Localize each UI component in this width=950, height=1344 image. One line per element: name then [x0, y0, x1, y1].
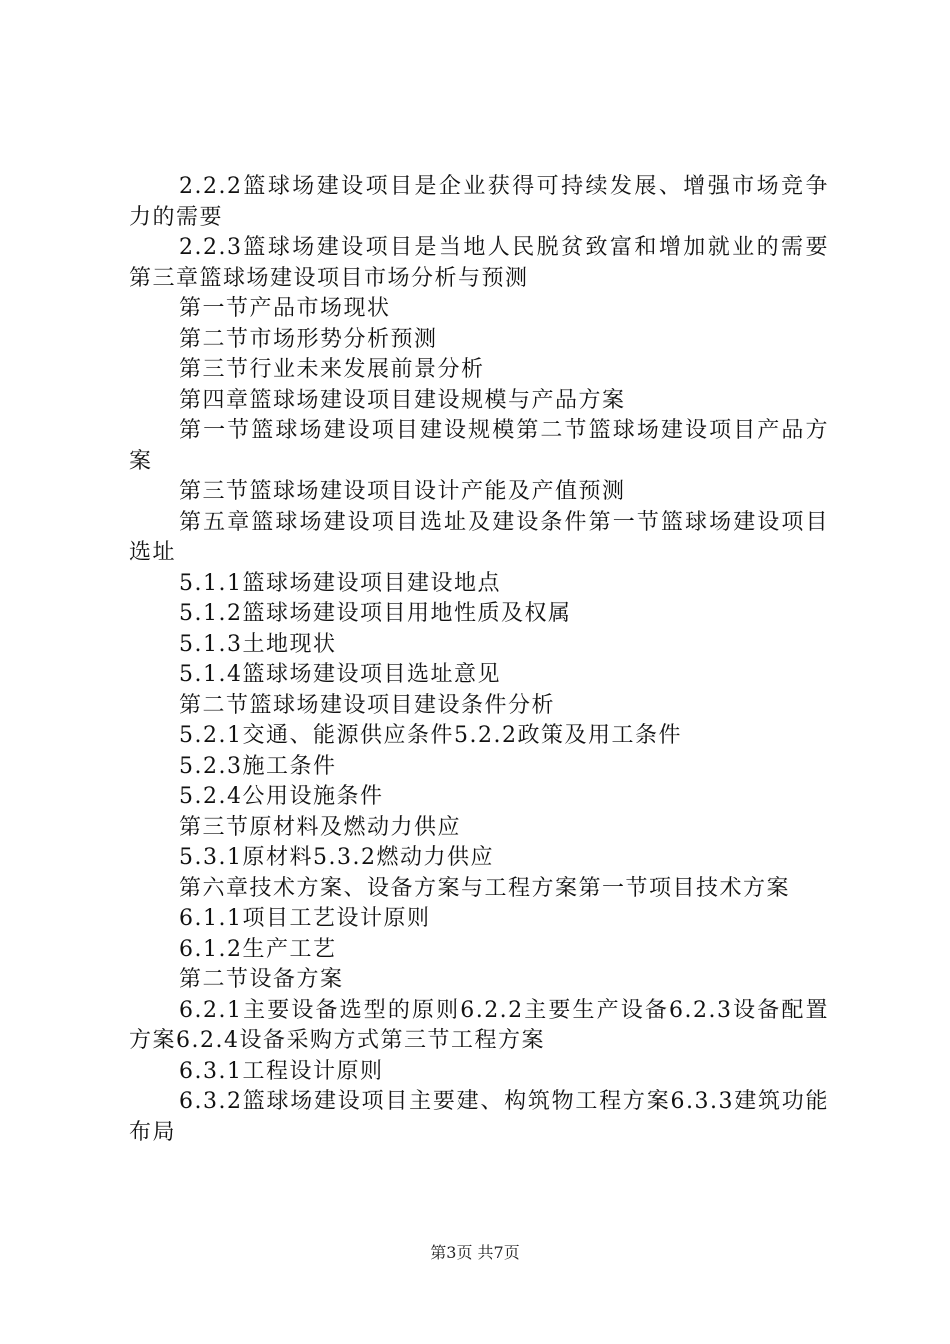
paragraph: 5.2.1交通、能源供应条件5.2.2政策及用工条件 [179, 723, 682, 748]
paragraph: 6.2.1主要设备选型的原则6.2.2主要生产设备6.2.3设备配置方案6.2.4设备采购方式第三节工程方案 [129, 997, 829, 1053]
paragraph: 5.1.2篮球场建设项目用地性质及权属 [179, 601, 572, 626]
paragraph: 2.2.2篮球场建设项目是企业获得可持续发展、增强市场竞争力的需要 [129, 174, 829, 230]
paragraph: 5.2.4公用设施条件 [179, 784, 384, 809]
paragraph: 第一节篮球场建设项目建设规模第二节篮球场建设项目产品方案 [129, 418, 829, 474]
paragraph: 5.3.1原材料5.3.2燃动力供应 [179, 845, 494, 870]
paragraph: 第二节篮球场建设项目建设条件分析 [179, 692, 556, 718]
paragraph: 5.1.4篮球场建设项目选址意见 [179, 662, 501, 687]
paragraph: 5.1.3土地现状 [179, 631, 337, 657]
paragraph: 第三节原材料及燃动力供应 [179, 814, 462, 840]
paragraph: 第二节市场形势分析预测 [179, 326, 438, 352]
page-number-footer: 第3页 共7页 [430, 1243, 520, 1262]
paragraph: 6.3.1工程设计原则 [179, 1058, 384, 1084]
paragraph: 第五章篮球场建设项目选址及建设条件第一节篮球场建设项目选址 [129, 509, 829, 565]
paragraph: 第二节设备方案 [179, 967, 344, 992]
paragraph: 第三节篮球场建设项目设计产能及产值预测 [179, 479, 626, 504]
paragraph: 6.1.2生产工艺 [179, 936, 337, 962]
paragraph: 第六章技术方案、设备方案与工程方案第一节项目技术方案 [179, 875, 791, 901]
paragraph: 6.1.1项目工艺设计原则 [179, 906, 431, 931]
document-body [129, 172, 829, 1148]
paragraph: 5.1.1篮球场建设项目建设地点 [179, 570, 501, 596]
paragraph: 2.2.3篮球场建设项目是当地人民脱贫致富和增加就业的需要第三章篮球场建设项目市场分析与预测 [129, 235, 829, 291]
paragraph: 第一节产品市场现状 [179, 296, 391, 321]
paragraph: 第三节行业未来发展前景分析 [179, 357, 485, 382]
paragraph: 第四章篮球场建设项目建设规模与产品方案 [179, 387, 626, 413]
paragraph: 6.3.2篮球场建设项目主要建、构筑物工程方案6.3.3建筑功能布局 [129, 1089, 829, 1145]
paragraph: 5.2.3施工条件 [179, 753, 337, 779]
